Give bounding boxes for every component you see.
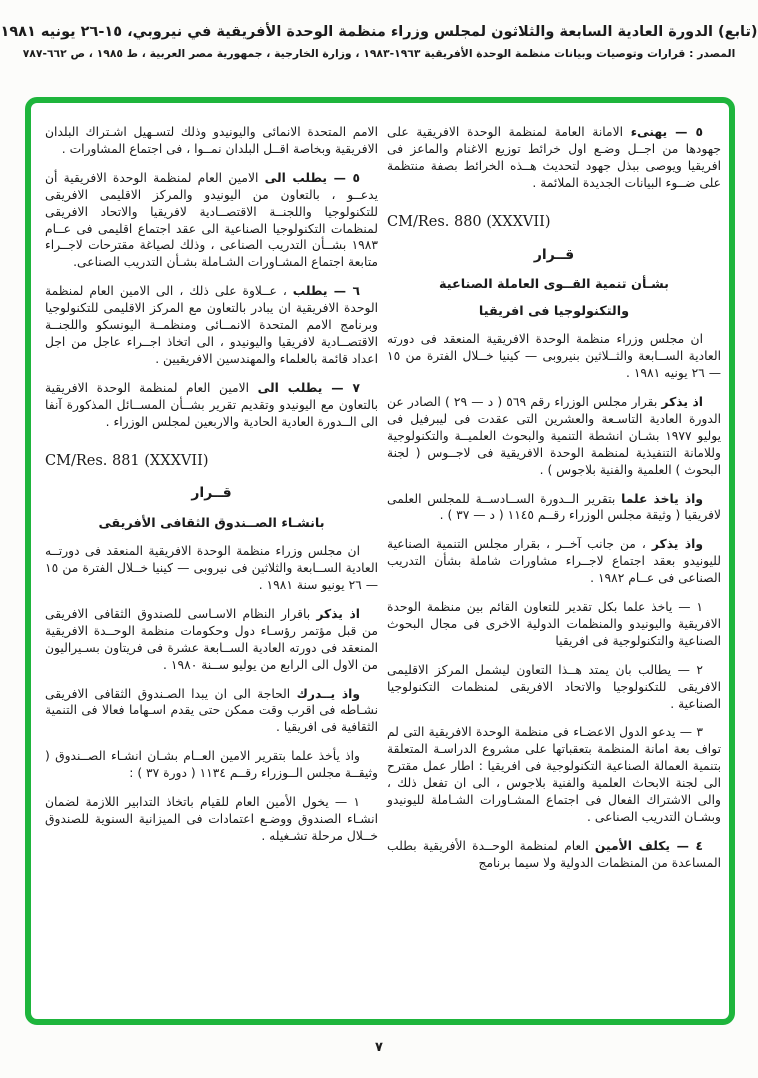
session-title: (تابع) الدورة العادية السابعة والثلاثون لمجلس وزراء منظمة الوحدة الأفريقية في نيروبي، ١٥-٢٦ يونيه ١٩٨١ (0, 24, 758, 40)
paragraph-body: ، عــلاوة على ذلك ، الى الامين العام لمنظمة الوحدة الافريقية ان يبادر بالتعاون مع المركز الاقليمى للتكنولوجيا وبرنامج الامم المتحدة الانمــائى ومنظمــة اليونسكو واللجنــة الاقتصــادية لافريقيا واليونيدو ، الى اتخاذ اجــراء عاجل من اجل اعداد قائمة بالعلماء والمهندسين الافريقيين . (45, 284, 378, 366)
decision-subject-880-line1: بشـأن تنمية القــوى العاملة الصناعية (439, 277, 669, 293)
paragraph-lead: ٦ — يطلب (292, 284, 360, 299)
paragraph-lead: ٧ — يطلب الى (257, 380, 361, 395)
resolution-ref-880: CM/Res. 880 (XXXVII) (387, 213, 551, 230)
paragraph-lead: واذ ياخذ علما (621, 491, 703, 506)
paragraph-body: ١ — يخول الأمين العام للقيام باتخاذ التدابير اللازمة لضمان انشـاء الصندوق ووضـع اعتمادات فى الميزانية السنوية للصندوق خــلال مرحلة تشـغيله . (45, 795, 378, 843)
paragraph-body: ٢ — يطالب بان يمتد هــذا التعاون ليشمل المركز الاقليمى الافريقى للتكنولوجيا والاتحاد الافريقى لمنظمات التكنولوجيا الصناعية . (387, 662, 721, 711)
paragraph-operative-3 (387, 724, 721, 825)
paragraph-congratulates (387, 124, 721, 192)
paragraph-aware-of-need (45, 686, 378, 737)
paragraph-body: واذ يأخذ علما بتقرير الامين العــام بشـان انشـاء الصــندوق ( وثيقــة مجلس الــوزراء رقــم ١١٣٤ ( دورة ٣٧ ) : (45, 749, 378, 781)
paragraph-body: ، من جانب آخــر ، بقرار مجلس التنمية الصناعية لليونيدو بعقد اجتماع لاجــراء مشاورات شاملة بشأن التدريب الصناعى فى عــام ١٩٨٢ . (387, 537, 721, 586)
paragraph-body: الحاجة الى ان يبدا الصـندوق الثقافى الافريقى نشـاطه فى اقرب وقت ممكن حتى يقدم اسـهاما فعالا فى التنمية الثقافية فى افريقيا . (45, 686, 378, 735)
paragraph-operative-1 (387, 599, 721, 650)
paragraph-operative-2 (387, 662, 721, 713)
column-right (387, 124, 721, 884)
paragraph-operative-4 (387, 838, 721, 872)
paragraph-taking-note-1134 (45, 748, 378, 782)
paragraph-body: الامانة العامة لمنظمة الوحدة الافريقية على جهودها من اجــل وضـع اول خرائط توزيع الاغنام والماعز فى افريقيا ويوصى ببذل جهود لتحديث هــذه الخرائط بصفة منتظمة على ضــوء البيانات الجديدة الملائمة . (387, 125, 721, 190)
paragraph-recalling-569 (387, 394, 721, 479)
paragraph-operative-5 (45, 170, 378, 271)
decision-heading-880: قــرار (533, 246, 575, 263)
paragraph-lead: واذ يذكر (651, 537, 703, 552)
paragraph-body: العام لمنظمة الوحــدة الأفريقية بطلب المساعدة من المنظمات الدولية ولا سيما برنامج (387, 838, 721, 870)
paragraph-body: ١ — ياخذ علما بكل تقدير للتعاون القائم بين منظمة الوحدة الافريقية واليونيدو والمنظمات الدولية الاخرى فى مجال البحوث الصناعية والتكنولوجية فى افريقيا (387, 600, 721, 648)
decision-subject-880-line2: والتكنولوجيا فى افريقيا (478, 304, 630, 320)
decision-heading-881: قــرار (191, 485, 232, 502)
paragraph-body: باقرار النظام الاسـاسى للصندوق الثقافى الافريقى من قبل مؤتمر رؤسـاء دول وحكومات منظمة الوحــدة الافريقية المنعقد فى دورته العادية الســابعة عشرة فى فريتاون بسـيراليون من الاول الى الرابع من يوليو ســنة ١٩٨٠ . (45, 606, 378, 672)
page-header (0, 24, 758, 60)
resolution-ref-881: CM/Res. 881 (XXXVII) (45, 452, 209, 469)
paragraph-authorizes-sg (45, 794, 378, 845)
paragraph-preamble-session (387, 331, 721, 382)
column-left (45, 124, 378, 857)
paragraph-body: بقرار مجلس الوزراء رقم ٥٦٩ ( د — ٢٩ ) الصادر عن الدورة العادية التاسـعة والعشرين التى عقدت فى ليبرفيل فى يوليو ١٩٧٧ بشـان انشطة التنمية والبحوث العلميــة والتكنولوجية وللامانة التنفيذية لمنظمة الوحدة الافريقية فى لاجــوس ( لجنة البحوث ) العلمية والفنية بلاجوس ) . (387, 394, 721, 477)
paragraph-lead: اذ يذكر (316, 606, 361, 621)
paragraph-recalling-unido (387, 536, 721, 587)
decision-subject-881: بانشـاء الصــندوق الثقافى الأفريقى (98, 516, 325, 532)
paragraph-taking-note-1145 (387, 491, 721, 525)
paragraph-body: الامين العام لمنظمة الوحدة الافريقية بالتعاون مع اليونيدو وتقديم تقرير بشــأن المســائل المذكورة آنفا الى الــدورة العادية الحادية والاربعين لمجلس الوزراء . (45, 380, 378, 429)
paragraph-body: بتقرير الــدورة الســادســة للمجلس العلمى لافريقيا ( وثيقة مجلس الوزراء رقــم ١١٤٥ ( د — ٣٧ ) . (387, 491, 721, 523)
paragraph-body: ٣ — يدعو الدول الاعضـاء فى منظمة الوحدة الافريقية التى لم تواف بعة امانة المنظمة بتعقباتها على مشروع الدراسـة المتعلقة بتنمية العمالة الصناعية التكنولوجية فى افريقيا : اطار عمل مقترح الى لجنة الابحاث العلمية والفنية بلاجوس ، الى ان تفعل ذلك ، والى الاشتراك الفعال فى اجتماع المشـاورات الشـاملة لليونيدو وبشـان التدريب الصناعى . (387, 725, 721, 824)
source-citation: المصدر : قرارات وتوصيات وبيانات منظمة الوحدة الأفريقية ١٩٦٣-١٩٨٣ ، وزارة الخارجية ، جمهورية مصر العربية ، ط ١٩٨٥ ، ص ٦٦٢-٧٨٧ (22, 47, 736, 60)
paragraph-body: ان مجلس وزراء منظمة الوحدة الافريقية المنعقد فى دورته العادية الســابعة والثــلاثين بنيروبى — كينيا خــلال الفترة من ١٥ — ٢٦ يونيه ١٩٨١ . (387, 332, 721, 381)
paragraph-lead: واذ يــدرك (296, 686, 360, 701)
paragraph-lead: اذ يذكر (661, 394, 703, 409)
paragraph-operative-6 (45, 283, 378, 368)
paragraph-recalling-statute (45, 606, 378, 674)
paragraph-operative-7 (45, 380, 378, 431)
page-number: ٧ (375, 1040, 383, 1055)
content-frame (25, 97, 735, 1025)
paragraph-body: الامين العام لمنظمة الوحدة الافريقية أن يدعــو ، بالتعاون من اليونيدو والمركز الاقليمى الافريقى للتكنولوجيا واللجنــة الاقتصــادية لافريقيا والاتحاد الافريقى لمنظمات التكنولوجيا الصناعية الى عقد اجتماع اقليمى فى عــام ١٩٨٣ بشــأن التدريب الصناعى ، وذلك لصياغة مقترحات لاجــراء متابعة اجتماع المشـاورات الشـاملة بشـأن التدريب الصناعى. (45, 170, 378, 270)
paragraph-body: الامم المتحدة الانمائى واليونيدو وذلك لتسـهيل اشـتراك البلدان الافريقية وبخاصة اقــل البلدان نمــوا ، فى اجتماع المشاورات . (45, 125, 378, 156)
paragraph-lead: ٥ — يطلب الى (264, 170, 360, 185)
paragraph-operative-4-continued (45, 124, 378, 158)
paragraph-lead: ٤ — يكلف الأمين (594, 838, 703, 853)
paragraph-preamble-session-881 (45, 543, 378, 594)
paragraph-body: ان مجلس وزراء منظمة الوحدة الافريقية المنعقد فى دورتــه العادية الســابعة والثلاثين فى نيروبى — كينيا خــلال الفترة من ١٥ — ٢٦ يونيو سنة ١٩٨١ . (45, 544, 378, 593)
paragraph-lead: ٥ — يهنىء (630, 125, 703, 139)
